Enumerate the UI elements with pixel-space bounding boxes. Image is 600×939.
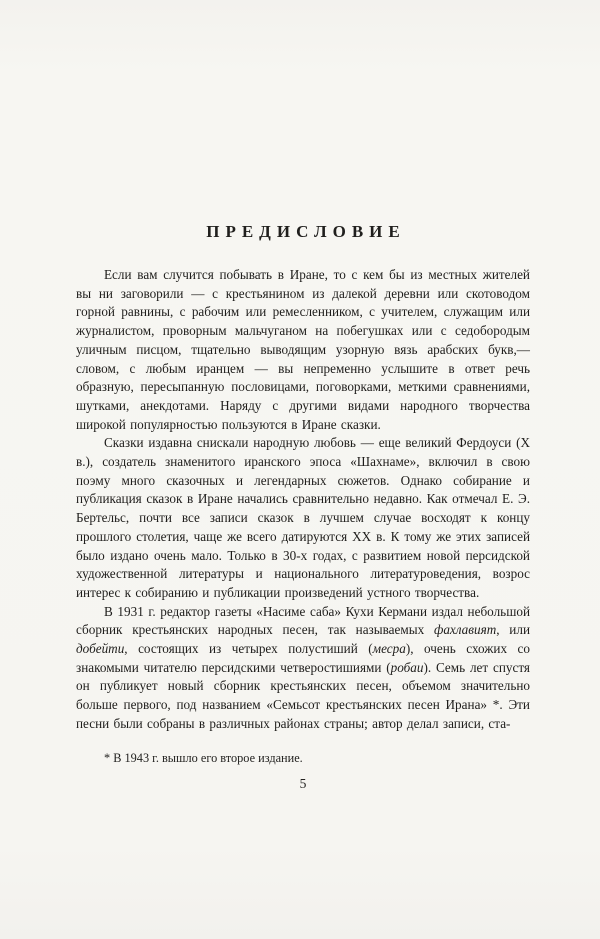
italic-term: фахлавият — [433, 622, 497, 638]
footnote: * В 1943 г. вышло его второе издание. — [104, 750, 303, 765]
italic-term: добейти — [76, 641, 125, 657]
paragraph: Сказки издавна снискали народную любовь — еще великий Фердоуси (X в.), создатель знаменитого иранского эпоса «Шахнаме», включил в свою поэму много сказочных и легендарных сюжетов. Однако собирание и публикация сказок в Иране начались сравнительно недавно. Как отмечал Е. Э. Бертельс, почти все записи сказок в лучшем случае восходят к концу прошлого столетия, чаще же всего датируются XX в. К тому же этих записей было издано очень мало. Только в 30-х годах, с развитием новой персидской художественной литературы и национального литературоведения, возрос интерес к собиранию и публикации произведений устного творчества. — [76, 435, 530, 600]
paragraph: Если вам случится побывать в Иране, то с кем бы из местных жителей вы ни заговорили — с крестьянином из далекой деревни или скотоводом горной равнины, с рабочим или ремесленником, с учителем, служащим или журналистом, проворным мальчуганом на побегушках или с седобородым уличным писцом, тщательно выводящим узорную вязь арабских букв,— словом, с любым иранцем — вы непременно услышите в ответ речь образную, пересыпанную пословицами, поговорками, меткими сравнениями, шутками, анекдотами. Наряду с другими видами народного творчества широкой популярностью пользуются в Иране сказки. — [76, 267, 530, 432]
page-number: 5 — [299, 775, 307, 791]
page-title: ПРЕДИСЛОВИЕ — [206, 222, 406, 241]
italic-term: месра — [372, 641, 406, 657]
body-text — [76, 266, 530, 734]
paragraph: В 1931 г. редактор газеты «Насиме саба» Кухи Кермани издал небольшой сборник крестьянских народных песен, так называемых фахлавият, или добейти, состоящих из четырех полустиший (месра), очень схожих со знакомыми читателю персидскими четверостишиями (робаи). Семь лет спустя он публикует новый сборник крестьянских песен, объемом значительно больше первого, под названием «Семьсот крестьянских песен Ирана» *. Эти песни были собраны в различных районах страны; автор делал записи, ста- — [76, 603, 530, 731]
italic-term: робаи — [390, 659, 424, 675]
